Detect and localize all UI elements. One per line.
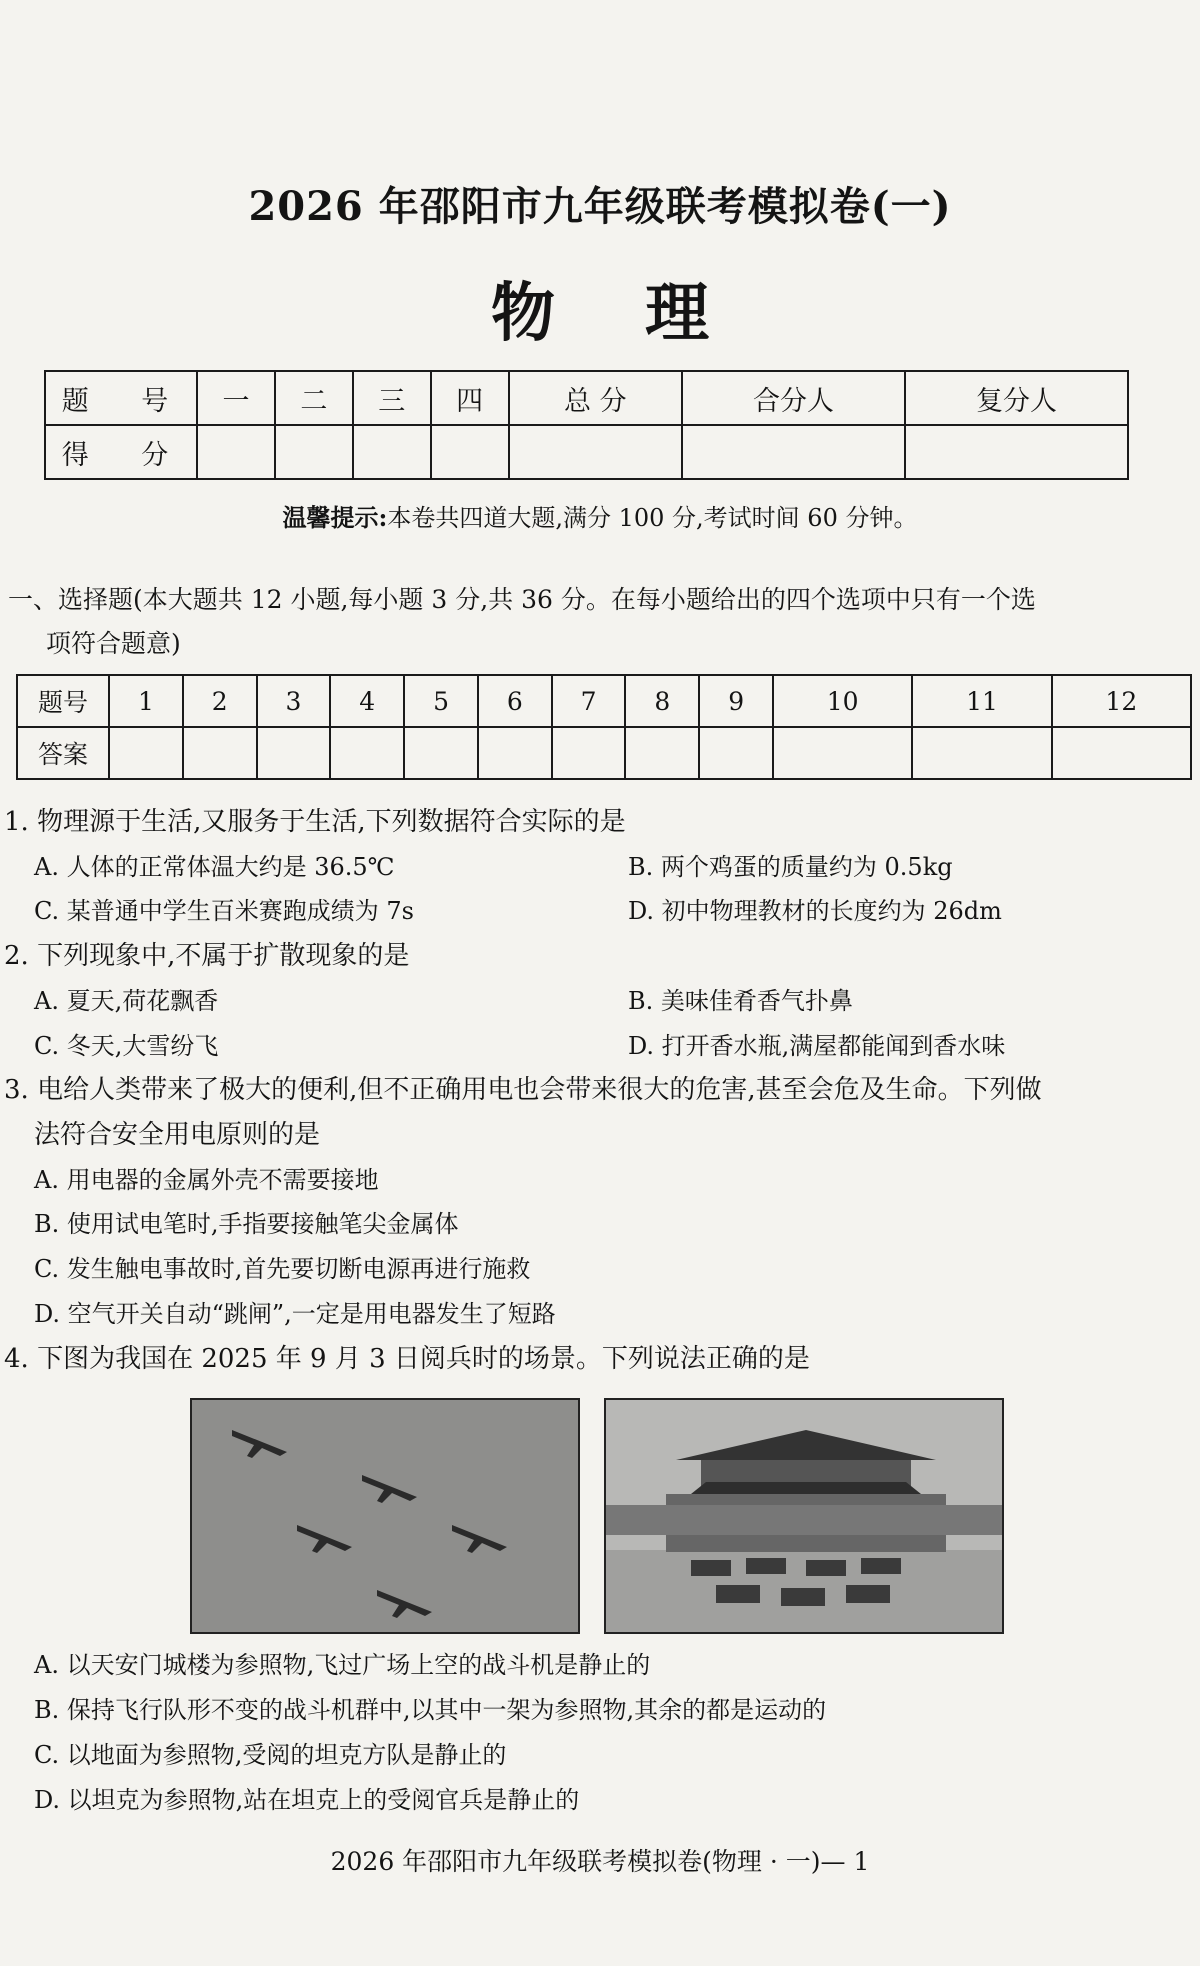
score-table-header-row — [45, 371, 1128, 425]
score-header-cell: 二 — [275, 371, 353, 425]
score-cell[interactable] — [275, 425, 353, 479]
question-3-option-d: D. 空气开关自动“跳闸”,一定是用电器发生了短路 — [34, 1300, 556, 1328]
tip-label: 温馨提示: — [282, 503, 388, 532]
answer-table-answer-row — [17, 727, 1191, 779]
answer-cell[interactable] — [257, 727, 331, 779]
question-2-option-c: C. 冬天,大雪纷飞 — [34, 1032, 219, 1060]
question-2-option-d: D. 打开香水瓶,满屋都能闻到香水味 — [628, 1032, 1006, 1060]
fighter-jets-photo — [190, 1398, 580, 1634]
question-number-cell: 7 — [552, 675, 626, 727]
question-number-cell: 4 — [330, 675, 404, 727]
subject-title: 物理 — [491, 276, 799, 351]
question-3-option-b: B. 使用试电笔时,手指要接触笔尖金属体 — [34, 1210, 459, 1238]
question-number-cell: 9 — [699, 675, 773, 727]
exam-tip — [0, 498, 1200, 533]
score-header-cell: 复分人 — [905, 371, 1128, 425]
answer-table — [16, 674, 1192, 780]
answer-cell[interactable] — [1052, 727, 1191, 779]
section-heading-line2: 项符合题意) — [46, 629, 181, 658]
section-heading — [8, 578, 1188, 666]
score-header-cell: 合分人 — [682, 371, 905, 425]
exam-title: 2026 年邵阳市九年级联考模拟卷(一) — [248, 183, 952, 230]
question-3-option-a: A. 用电器的金属外壳不需要接地 — [34, 1166, 379, 1194]
score-cell[interactable] — [509, 425, 683, 479]
question-2-option-a: A. 夏天,荷花飘香 — [34, 987, 219, 1015]
question-1-option-b: B. 两个鸡蛋的质量约为 0.5kg — [628, 853, 953, 881]
question-number-cell: 3 — [257, 675, 331, 727]
tiananmen-parade-photo — [604, 1398, 1004, 1634]
answer-cell[interactable] — [773, 727, 912, 779]
question-4-option-c: C. 以地面为参照物,受阅的坦克方队是静止的 — [34, 1741, 507, 1769]
question-number-cell: 11 — [912, 675, 1051, 727]
section-heading-line1: 一、选择题(本大题共 12 小题,每小题 3 分,共 36 分。在每小题给出的四个选项中只有一个选 — [8, 585, 1036, 614]
answer-table-number-row — [17, 675, 1191, 727]
question-2-option-b: B. 美味佳肴香气扑鼻 — [628, 987, 853, 1015]
question-number-cell: 1 — [109, 675, 183, 727]
score-cell[interactable] — [431, 425, 509, 479]
score-table — [44, 370, 1129, 480]
answer-cell[interactable] — [478, 727, 552, 779]
question-number-cell: 5 — [404, 675, 478, 727]
question-number-cell: 6 — [478, 675, 552, 727]
score-cell[interactable] — [353, 425, 431, 479]
score-cell[interactable] — [682, 425, 905, 479]
question-number-cell: 10 — [773, 675, 912, 727]
answer-cell[interactable] — [625, 727, 699, 779]
question-1-stem: 1. 物理源于生活,又服务于生活,下列数据符合实际的是 — [4, 807, 626, 837]
score-cell[interactable] — [197, 425, 275, 479]
tiananmen-tanks-image — [606, 1400, 1002, 1632]
question-number-cell: 12 — [1052, 675, 1191, 727]
answer-cell[interactable] — [699, 727, 773, 779]
score-header-cell: 题 号 — [45, 371, 197, 425]
score-header-cell: 一 — [197, 371, 275, 425]
page-footer: 2026 年邵阳市九年级联考模拟卷(物理 · 一)— 1 — [330, 1847, 870, 1876]
score-table-score-row — [45, 425, 1128, 479]
answer-cell[interactable] — [109, 727, 183, 779]
score-header-cell: 总 分 — [509, 371, 683, 425]
question-3-stem-line1: 3. 电给人类带来了极大的便利,但不正确用电也会带来很大的危害,甚至会危及生命。下列做 — [4, 1075, 1042, 1105]
score-header-cell: 三 — [353, 371, 431, 425]
question-2-stem: 2. 下列现象中,不属于扩散现象的是 — [4, 941, 410, 971]
question-3-option-c: C. 发生触电事故时,首先要切断电源再进行施救 — [34, 1255, 531, 1283]
question-3-stem-line2: 法符合安全用电原则的是 — [34, 1120, 321, 1150]
question-number-cell: 8 — [625, 675, 699, 727]
fighter-jets-image — [192, 1400, 578, 1632]
question-1-option-d: D. 初中物理教材的长度约为 26dm — [628, 897, 1002, 925]
question-4-stem: 4. 下图为我国在 2025 年 9 月 3 日阅兵时的场景。下列说法正确的是 — [4, 1344, 810, 1374]
answer-cell[interactable] — [330, 727, 404, 779]
question-1-option-c: C. 某普通中学生百米赛跑成绩为 7s — [34, 897, 414, 925]
tip-text: 本卷共四道大题,满分 100 分,考试时间 60 分钟。 — [387, 504, 918, 532]
answer-row-label: 答案 — [17, 727, 109, 779]
answer-cell[interactable] — [183, 727, 257, 779]
score-cell[interactable] — [905, 425, 1128, 479]
question-4-option-b: B. 保持飞行队形不变的战斗机群中,以其中一架为参照物,其余的都是运动的 — [34, 1696, 827, 1724]
question-4-option-d: D. 以坦克为参照物,站在坦克上的受阅官兵是静止的 — [34, 1786, 580, 1814]
answer-cell[interactable] — [404, 727, 478, 779]
question-number-cell: 2 — [183, 675, 257, 727]
score-header-cell: 四 — [431, 371, 509, 425]
question-4-option-a: A. 以天安门城楼为参照物,飞过广场上空的战斗机是静止的 — [34, 1651, 651, 1679]
question-1-option-a: A. 人体的正常体温大约是 36.5℃ — [34, 853, 395, 881]
answer-cell[interactable] — [912, 727, 1051, 779]
answer-row-label: 题号 — [17, 675, 109, 727]
score-row-label: 得 分 — [45, 425, 197, 479]
answer-cell[interactable] — [552, 727, 626, 779]
